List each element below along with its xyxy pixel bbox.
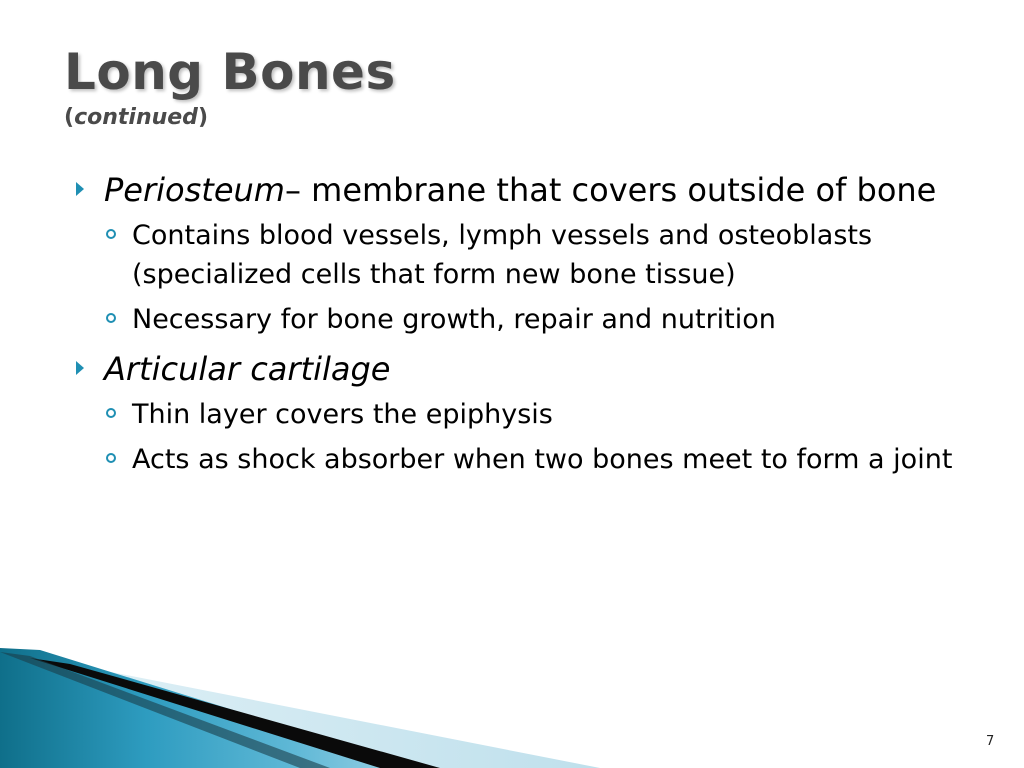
triangle-bullet-icon (76, 182, 84, 196)
sub-bullet (104, 300, 976, 339)
bullet-articular-cartilage (76, 347, 976, 391)
slide-title: Long Bones (64, 43, 396, 101)
wave-light-band (60, 662, 600, 768)
sub-bullet-text: Contains blood vessels, lymph vessels and osteoblasts (specialized cells that form new bone tissue) (132, 220, 873, 290)
subtitle-open: ( (64, 105, 75, 130)
wave-dark-stripe (30, 658, 440, 768)
slide-subtitle (64, 104, 396, 132)
triangle-bullet-icon (76, 361, 84, 375)
sub-bullet-text: Thin layer covers the epiphysis (132, 399, 553, 430)
wave-dark-stripe-thin (0, 652, 330, 768)
sub-bullet (104, 395, 976, 434)
bullet-lead: Articular cartilage (104, 350, 391, 388)
subtitle-continued: continued (74, 105, 198, 130)
slide-content (76, 168, 976, 487)
bullet-lead: Periosteum (104, 171, 285, 209)
sub-bullet (104, 216, 976, 294)
sub-bullet-text: Acts as shock absorber when two bones meet to form a joint (132, 444, 953, 475)
ring-bullet-icon (106, 229, 116, 239)
ring-bullet-icon (106, 408, 116, 418)
ring-bullet-icon (106, 453, 116, 463)
ring-bullet-icon (106, 313, 116, 323)
subtitle-close: ) (197, 105, 208, 130)
wave-blue-band (0, 648, 420, 768)
sub-list-articular-cartilage (104, 395, 976, 479)
sub-list-periosteum (104, 216, 976, 339)
page-number: 7 (986, 734, 995, 749)
bullet-text: – membrane that covers outside of bone (284, 171, 937, 209)
bullet-periosteum (76, 168, 976, 212)
sub-bullet (104, 440, 976, 479)
title-block (64, 40, 396, 132)
sub-bullet-text: Necessary for bone growth, repair and nutrition (132, 304, 776, 335)
